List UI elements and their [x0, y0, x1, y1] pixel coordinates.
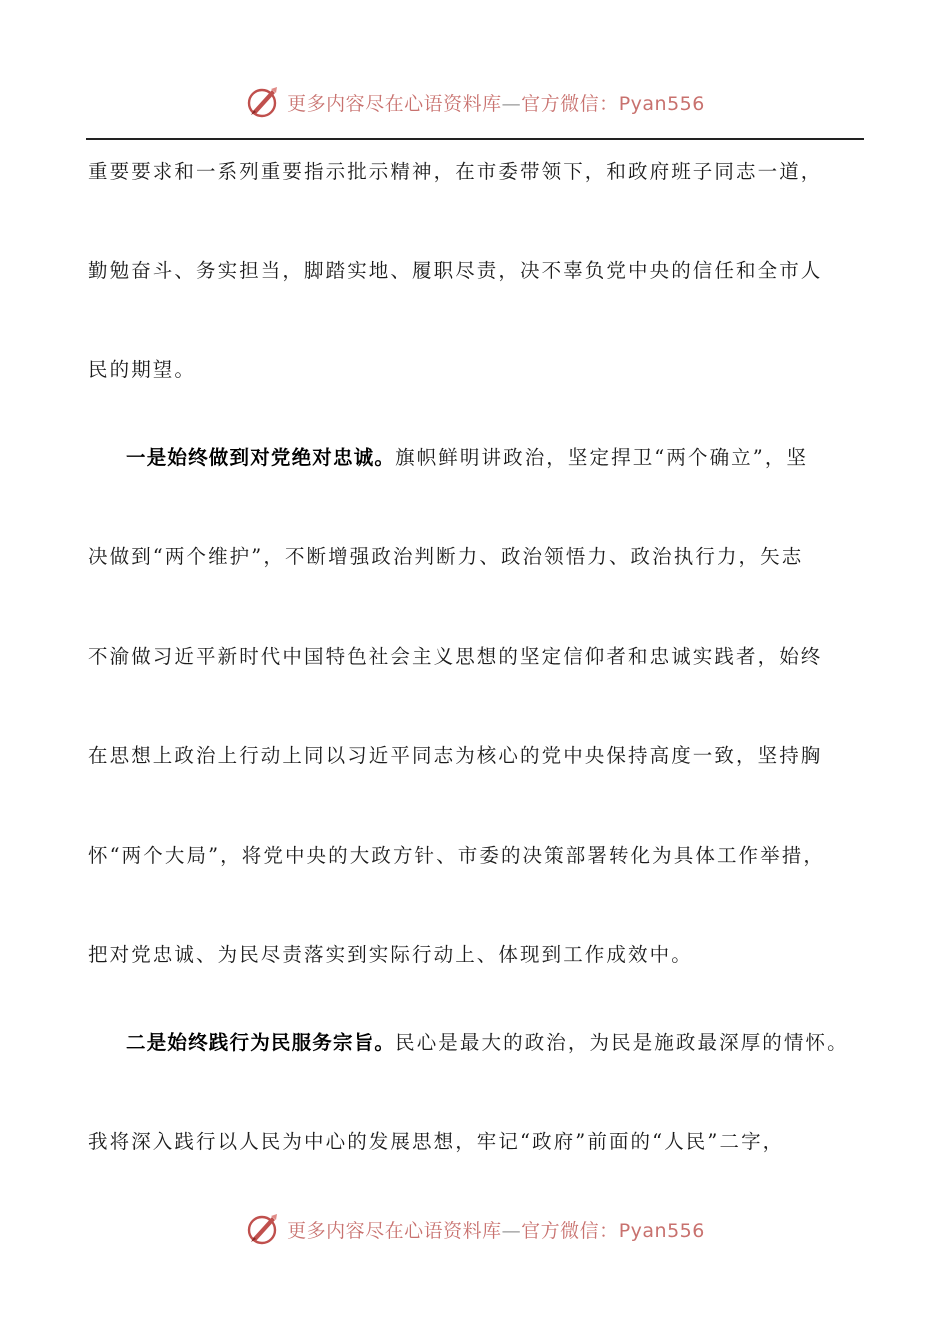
- footer-site-name: 更多内容尽在心语资料库: [287, 1219, 502, 1242]
- body-line: 我将深入践行以人民为中心的发展思想，牢记“政府”前面的“人民”二字，: [88, 1130, 785, 1153]
- paragraph-lead-bold: 一是始终做到对党绝对忠诚。: [126, 446, 396, 469]
- quill-logo-icon: [245, 84, 281, 120]
- body-line: 在思想上政治上行动上同以习近平同志为核心的党中央保持高度一致，坚持胸: [88, 744, 823, 767]
- footer-separator: —: [501, 1219, 522, 1242]
- header-separator: —: [501, 92, 522, 115]
- paragraph-heading-line: [126, 446, 878, 470]
- header-site-name: 更多内容尽在心语资料库: [287, 92, 502, 115]
- quill-logo-icon: [245, 1211, 281, 1247]
- footer-watermark-text: [287, 1216, 705, 1243]
- paragraph-lead-rest: 旗帜鲜明讲政治，坚定捍卫“两个确立”，坚: [395, 446, 809, 469]
- header-wechat-label: 官方微信：: [521, 92, 619, 115]
- body-line: 民的期望。: [88, 358, 197, 381]
- header-wechat-id: Pyan556: [618, 92, 705, 115]
- paragraph-lead-rest: 民心是最大的政治，为民是施政最深厚的情怀。: [395, 1031, 849, 1054]
- body-line: 把对党忠诚、为民尽责落实到实际行动上、体现到工作成效中。: [88, 943, 693, 966]
- footer-wechat-id: Pyan556: [618, 1219, 705, 1242]
- body-line: 勤勉奋斗、务实担当，脚踏实地、履职尽责，决不辜负党中央的信任和全市人: [88, 259, 823, 282]
- paragraph-heading-line: [126, 1031, 878, 1055]
- header-divider: [86, 138, 864, 140]
- body-line: 重要要求和一系列重要指示批示精神，在市委带领下，和政府班子同志一道，: [88, 160, 823, 183]
- body-line: 不渝做习近平新时代中国特色社会主义思想的坚定信仰者和忠诚实践者，始终: [88, 645, 823, 668]
- footer-wechat-label: 官方微信：: [521, 1219, 619, 1242]
- paragraph-lead-bold: 二是始终践行为民服务宗旨。: [126, 1031, 396, 1054]
- header-watermark-text: [287, 89, 705, 116]
- body-line: 决做到“两个维护”，不断增强政治判断力、政治领悟力、政治执行力，矢志: [88, 545, 804, 568]
- body-line: 怀“两个大局”，将党中央的大政方针、市委的决策部署转化为具体工作举措，: [88, 844, 825, 867]
- footer-banner: [0, 1209, 950, 1249]
- header-banner: [0, 82, 950, 122]
